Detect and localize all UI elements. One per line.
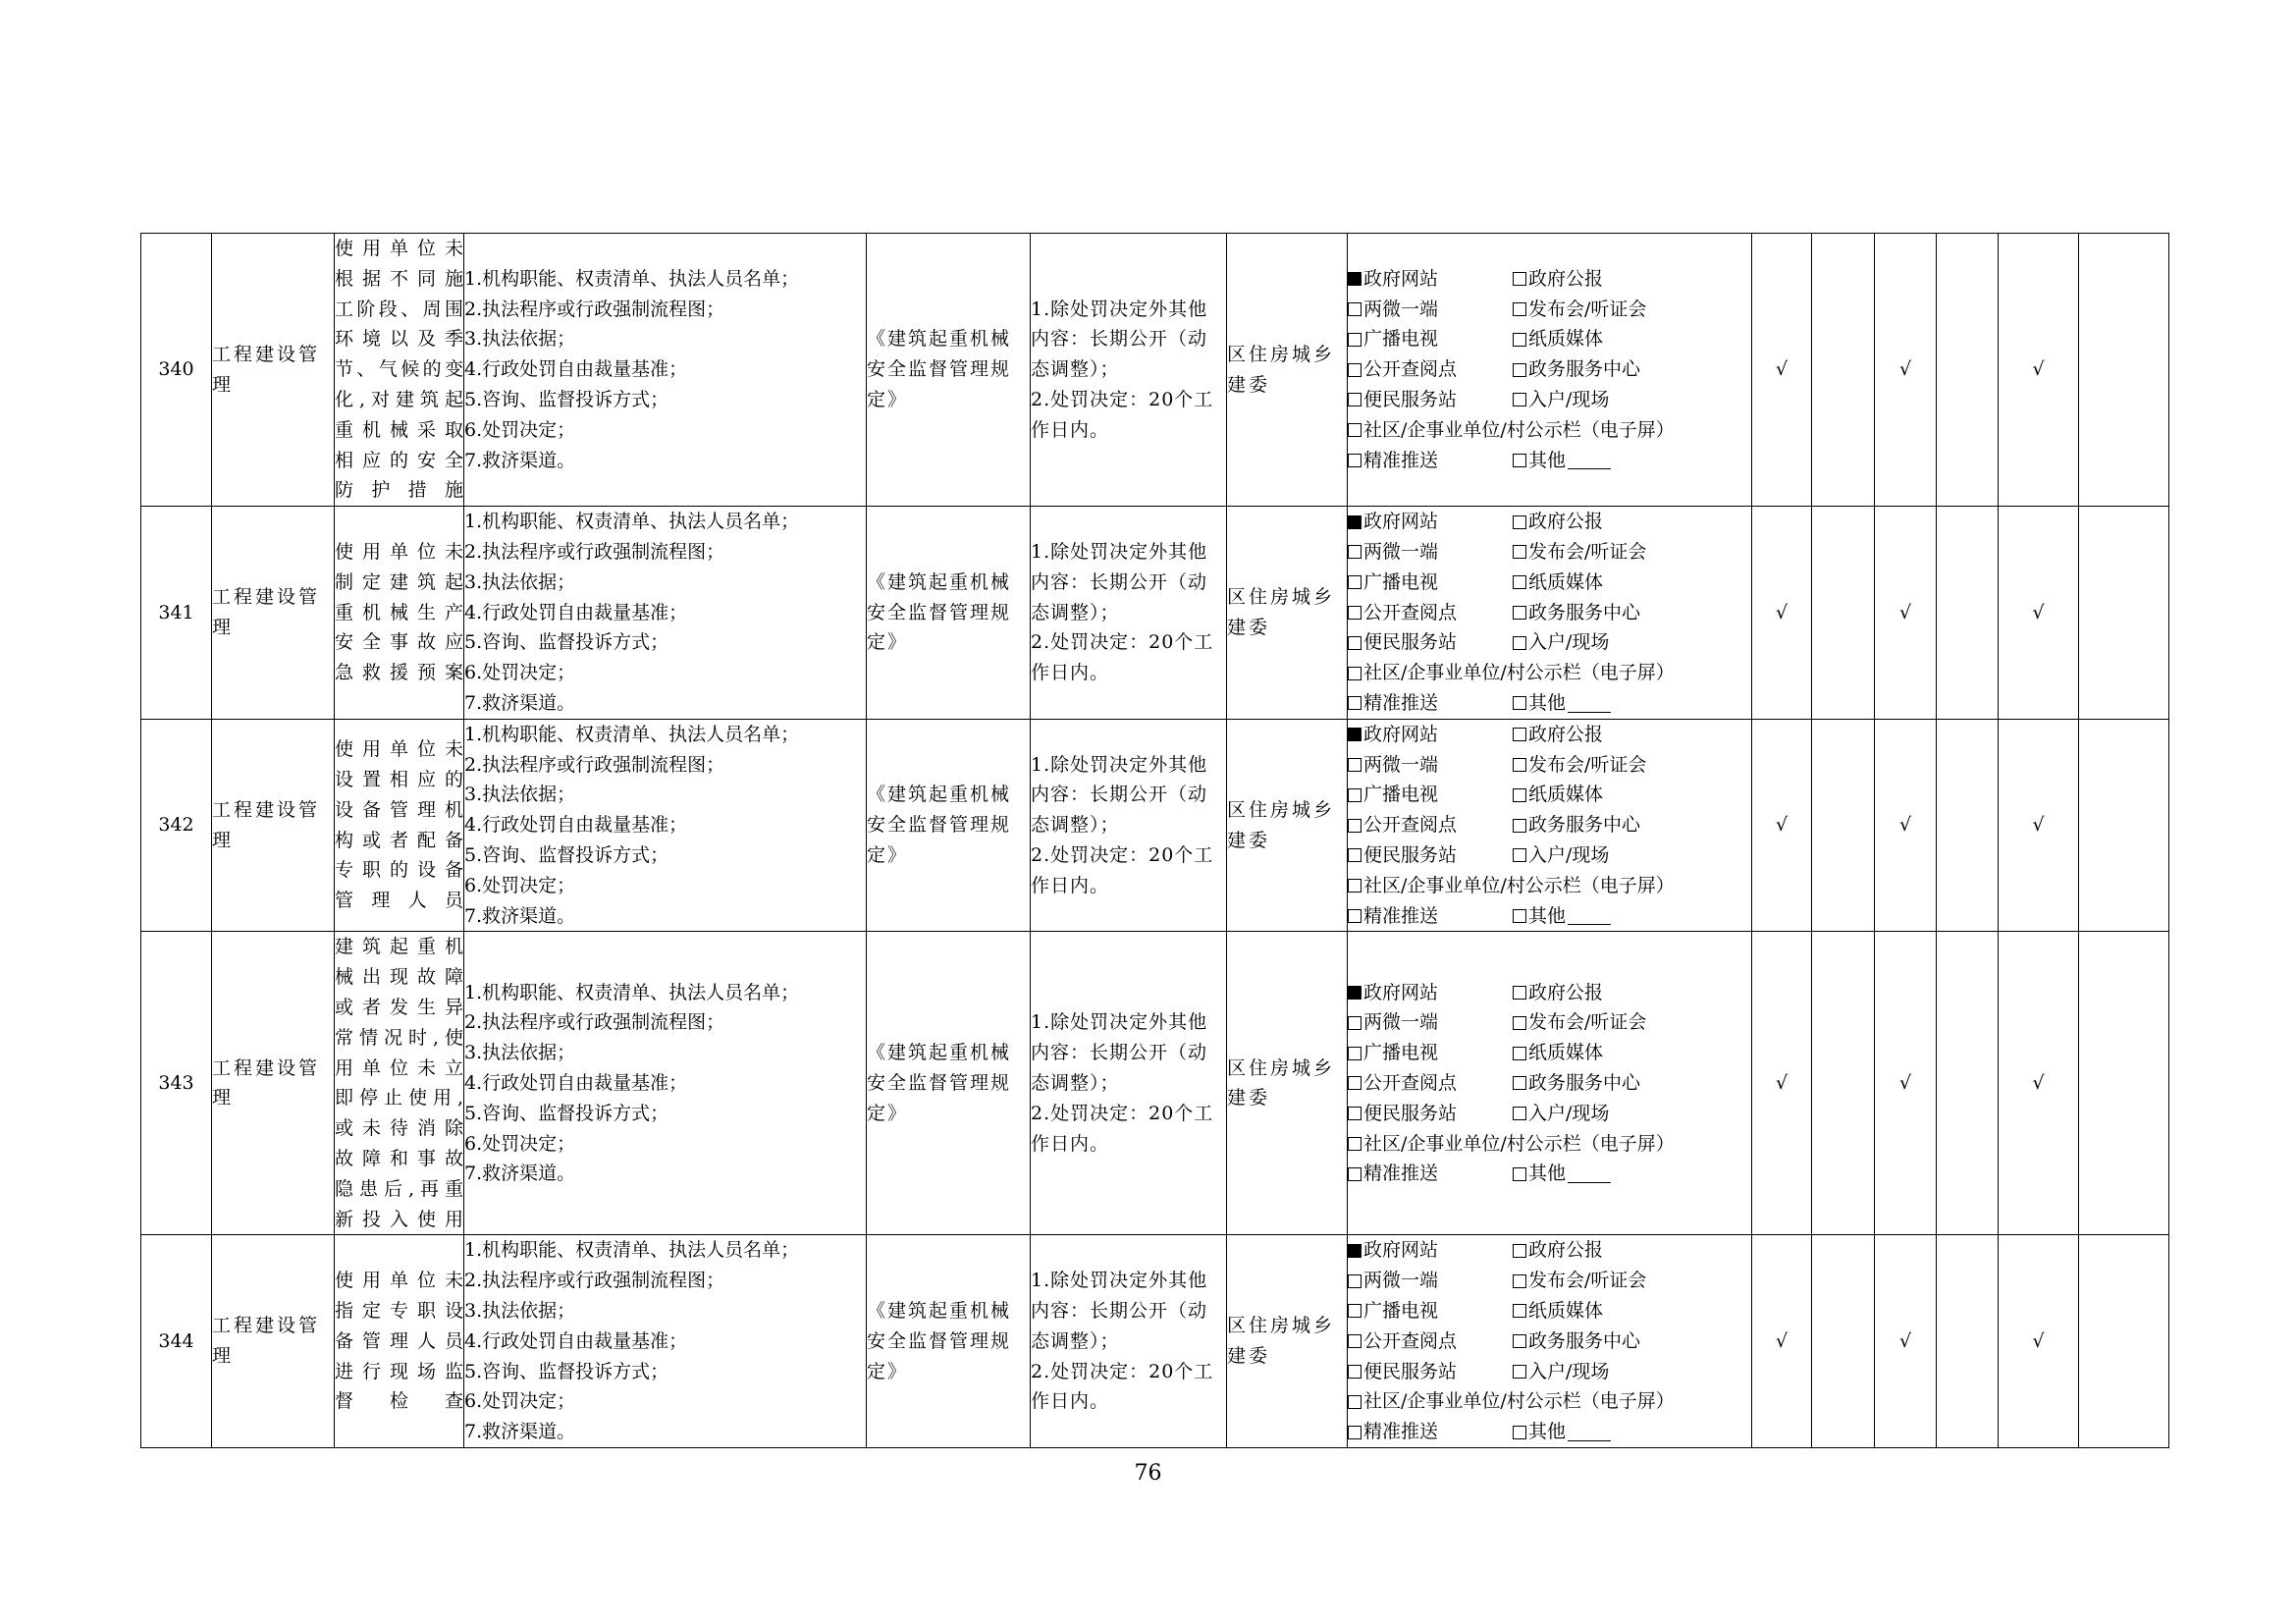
- channels-cell: 政府网站 政府公报 两微一端 发布会/听证会 广播电视 纸质媒体 公开查阅点 政务服务中心 便民服务站 入户/现场 社区/企事业单位/村公示栏（电子屏） 精准推送 其他: [1348, 1235, 1752, 1448]
- category-cell: 工程建设管理: [212, 1235, 335, 1448]
- checkbox-icon: [1513, 575, 1526, 589]
- table-row: [141, 1235, 2169, 1448]
- checkbox-icon: [1348, 636, 1362, 650]
- checkbox-icon: [1513, 1334, 1526, 1348]
- checkbox-icon: [1513, 1244, 1526, 1258]
- check-mark: √: [1875, 932, 1937, 1235]
- checkbox-icon: [1513, 1274, 1526, 1288]
- channels-cell: 政府网站 政府公报 两微一端 发布会/听证会 广播电视 纸质媒体 公开查阅点 政务服务中心 便民服务站 入户/现场 社区/企事业单位/村公示栏（电子屏） 精准推送 其他: [1348, 234, 1752, 507]
- category-cell: 工程建设管理: [212, 719, 335, 932]
- empty-cell: [1812, 234, 1875, 507]
- empty-cell: [2079, 1235, 2169, 1448]
- checkbox-icon: [1348, 606, 1362, 620]
- check-mark: √: [1875, 1235, 1937, 1448]
- checkbox-icon: [1348, 545, 1362, 559]
- content-cell: 1.机构职能、权责清单、执法人员名单； 2.执法程序或行政强制流程图； 3.执法依据； 4.行政处罚自由裁量基准； 5.咨询、监督投诉方式； 6.处罚决定； 7.救济渠道。: [464, 932, 867, 1235]
- empty-cell: [2079, 507, 2169, 720]
- matter-cell: 使用单位未 指定专职设 备管理人员 进行现场监 督检查: [335, 1235, 464, 1448]
- subject-cell: 区住房城乡建委: [1227, 932, 1348, 1235]
- empty-cell: [1937, 1235, 1999, 1448]
- checkbox-icon: [1513, 454, 1526, 467]
- row-number: 341: [141, 507, 212, 720]
- matter-cell: 使用单位未 设置相应的 设备管理机 构或者配备 专职的设备 管理人员: [335, 719, 464, 932]
- checkbox-icon: [1513, 393, 1526, 406]
- checkbox-icon: [1513, 333, 1526, 347]
- subject-cell: 区住房城乡建委: [1227, 234, 1348, 507]
- row-number: 342: [141, 719, 212, 932]
- checkbox-checked-icon: [1348, 1244, 1362, 1258]
- content-cell: 1.机构职能、权责清单、执法人员名单； 2.执法程序或行政强制流程图； 3.执法依据； 4.行政处罚自由裁量基准； 5.咨询、监督投诉方式； 6.处罚决定； 7.救济渠道。: [464, 507, 867, 720]
- empty-cell: [2079, 719, 2169, 932]
- checkbox-checked-icon: [1348, 728, 1362, 741]
- checkbox-icon: [1348, 788, 1362, 802]
- checkbox-icon: [1348, 696, 1362, 710]
- checkbox-icon: [1348, 1107, 1362, 1120]
- checkbox-icon: [1348, 575, 1362, 589]
- check-mark: √: [1752, 932, 1812, 1235]
- empty-cell: [1812, 507, 1875, 720]
- table-row: [141, 234, 2169, 507]
- table-row: [141, 719, 2169, 932]
- checkbox-icon: [1348, 1167, 1362, 1181]
- checkbox-icon: [1348, 423, 1362, 437]
- check-mark: √: [1999, 1235, 2079, 1448]
- content-cell: 1.机构职能、权责清单、执法人员名单； 2.执法程序或行政强制流程图； 3.执法依据； 4.行政处罚自由裁量基准； 5.咨询、监督投诉方式； 6.处罚决定； 7.救济渠道。: [464, 1235, 867, 1448]
- checkbox-icon: [1513, 636, 1526, 650]
- timing-cell: 1.除处罚决定外其他内容：长期公开（动态调整）； 2.处罚决定：20个工作日内。: [1031, 507, 1227, 720]
- checkbox-icon: [1348, 909, 1362, 923]
- checkbox-icon: [1348, 333, 1362, 347]
- checkbox-icon: [1348, 363, 1362, 377]
- check-mark: √: [1875, 234, 1937, 507]
- disclosure-table: [140, 233, 2169, 1448]
- empty-cell: [1937, 234, 1999, 507]
- checkbox-icon: [1513, 758, 1526, 772]
- checkbox-icon: [1348, 1047, 1362, 1060]
- empty-cell: [2079, 234, 2169, 507]
- checkbox-icon: [1348, 1334, 1362, 1348]
- basis-cell: 《建筑起重机械安全监督管理规定》: [867, 1235, 1031, 1448]
- content-cell: 1.机构职能、权责清单、执法人员名单； 2.执法程序或行政强制流程图； 3.执法依据； 4.行政处罚自由裁量基准； 5.咨询、监督投诉方式； 6.处罚决定； 7.救济渠道。: [464, 234, 867, 507]
- check-mark: √: [1875, 719, 1937, 932]
- category-cell: 工程建设管理: [212, 932, 335, 1235]
- checkbox-icon: [1513, 1016, 1526, 1030]
- checkbox-icon: [1513, 728, 1526, 741]
- channels-cell: 政府网站 政府公报 两微一端 发布会/听证会 广播电视 纸质媒体 公开查阅点 政务服务中心 便民服务站 入户/现场 社区/企事业单位/村公示栏（电子屏） 精准推送 其他: [1348, 507, 1752, 720]
- checkbox-icon: [1513, 986, 1526, 1000]
- checkbox-icon: [1513, 1107, 1526, 1120]
- checkbox-icon: [1348, 819, 1362, 833]
- checkbox-icon: [1513, 302, 1526, 316]
- checkbox-icon: [1348, 758, 1362, 772]
- check-mark: √: [1999, 719, 2079, 932]
- empty-cell: [2079, 932, 2169, 1235]
- check-mark: √: [1999, 932, 2079, 1235]
- checkbox-icon: [1348, 667, 1362, 680]
- checkbox-icon: [1513, 1167, 1526, 1181]
- timing-cell: 1.除处罚决定外其他内容：长期公开（动态调整）； 2.处罚决定：20个工作日内。: [1031, 1235, 1227, 1448]
- timing-cell: 1.除处罚决定外其他内容：长期公开（动态调整）； 2.处罚决定：20个工作日内。: [1031, 719, 1227, 932]
- check-mark: √: [1875, 507, 1937, 720]
- checkbox-checked-icon: [1348, 272, 1362, 286]
- checkbox-icon: [1348, 1395, 1362, 1409]
- channels-cell: 政府网站 政府公报 两微一端 发布会/听证会 广播电视 纸质媒体 公开查阅点 政务服务中心 便民服务站 入户/现场 社区/企事业单位/村公示栏（电子屏） 精准推送 其他: [1348, 932, 1752, 1235]
- row-number: 340: [141, 234, 212, 507]
- basis-cell: 《建筑起重机械安全监督管理规定》: [867, 932, 1031, 1235]
- checkbox-icon: [1513, 1365, 1526, 1379]
- subject-cell: 区住房城乡建委: [1227, 719, 1348, 932]
- checkbox-icon: [1513, 363, 1526, 377]
- checkbox-icon: [1513, 848, 1526, 862]
- basis-cell: 《建筑起重机械安全监督管理规定》: [867, 719, 1031, 932]
- checkbox-icon: [1348, 1304, 1362, 1318]
- checkbox-icon: [1513, 515, 1526, 529]
- empty-cell: [1812, 719, 1875, 932]
- table-row: [141, 507, 2169, 720]
- check-mark: √: [1999, 234, 2079, 507]
- timing-cell: 1.除处罚决定外其他内容：长期公开（动态调整）； 2.处罚决定：20个工作日内。: [1031, 234, 1227, 507]
- checkbox-icon: [1513, 545, 1526, 559]
- subject-cell: 区住房城乡建委: [1227, 1235, 1348, 1448]
- category-cell: 工程建设管理: [212, 507, 335, 720]
- checkbox-icon: [1348, 848, 1362, 862]
- row-number: 344: [141, 1235, 212, 1448]
- check-mark: √: [1999, 507, 2079, 720]
- checkbox-icon: [1513, 1304, 1526, 1318]
- checkbox-checked-icon: [1348, 515, 1362, 529]
- checkbox-icon: [1348, 1076, 1362, 1090]
- subject-cell: 区住房城乡建委: [1227, 507, 1348, 720]
- checkbox-icon: [1348, 1137, 1362, 1151]
- page-number: 76: [1134, 1461, 1162, 1486]
- checkbox-icon: [1513, 819, 1526, 833]
- check-mark: √: [1752, 1235, 1812, 1448]
- check-mark: √: [1752, 507, 1812, 720]
- checkbox-icon: [1348, 393, 1362, 406]
- empty-cell: [1937, 932, 1999, 1235]
- empty-cell: [1812, 1235, 1875, 1448]
- checkbox-icon: [1513, 909, 1526, 923]
- matter-cell: 使用单位未 根据不同施 工阶段、周围 环境以及季 节、气候的变 化,对建筑起 重机械采取 相应的安全 防护措施: [335, 234, 464, 507]
- matter-cell: 建筑起重机 械出现故障 或者发生异 常情况时,使 用单位未立 即停止使用, 或未待消除 故障和事故 隐患后,再重 新投入使用: [335, 932, 464, 1235]
- checkbox-icon: [1513, 1047, 1526, 1060]
- checkbox-icon: [1513, 788, 1526, 802]
- checkbox-checked-icon: [1348, 986, 1362, 1000]
- channels-cell: 政府网站 政府公报 两微一端 发布会/听证会 广播电视 纸质媒体 公开查阅点 政务服务中心 便民服务站 入户/现场 社区/企事业单位/村公示栏（电子屏） 精准推送 其他: [1348, 719, 1752, 932]
- checkbox-icon: [1513, 1426, 1526, 1439]
- checkbox-icon: [1348, 302, 1362, 316]
- checkbox-icon: [1348, 454, 1362, 467]
- check-mark: √: [1752, 234, 1812, 507]
- empty-cell: [1812, 932, 1875, 1235]
- checkbox-icon: [1348, 1016, 1362, 1030]
- checkbox-icon: [1513, 1076, 1526, 1090]
- checkbox-icon: [1513, 272, 1526, 286]
- checkbox-icon: [1348, 1426, 1362, 1439]
- table-row: [141, 932, 2169, 1235]
- matter-cell: 使用单位未 制定建筑起 重机械生产 安全事故应 急救援预案: [335, 507, 464, 720]
- category-cell: 工程建设管理: [212, 234, 335, 507]
- checkbox-icon: [1348, 879, 1362, 893]
- checkbox-icon: [1348, 1274, 1362, 1288]
- timing-cell: 1.除处罚决定外其他内容：长期公开（动态调整）； 2.处罚决定：20个工作日内。: [1031, 932, 1227, 1235]
- checkbox-icon: [1513, 696, 1526, 710]
- basis-cell: 《建筑起重机械安全监督管理规定》: [867, 507, 1031, 720]
- empty-cell: [1937, 719, 1999, 932]
- basis-cell: 《建筑起重机械安全监督管理规定》: [867, 234, 1031, 507]
- checkbox-icon: [1348, 1365, 1362, 1379]
- check-mark: √: [1752, 719, 1812, 932]
- checkbox-icon: [1513, 606, 1526, 620]
- row-number: 343: [141, 932, 212, 1235]
- content-cell: 1.机构职能、权责清单、执法人员名单； 2.执法程序或行政强制流程图； 3.执法依据； 4.行政处罚自由裁量基准； 5.咨询、监督投诉方式； 6.处罚决定； 7.救济渠道。: [464, 719, 867, 932]
- empty-cell: [1937, 507, 1999, 720]
